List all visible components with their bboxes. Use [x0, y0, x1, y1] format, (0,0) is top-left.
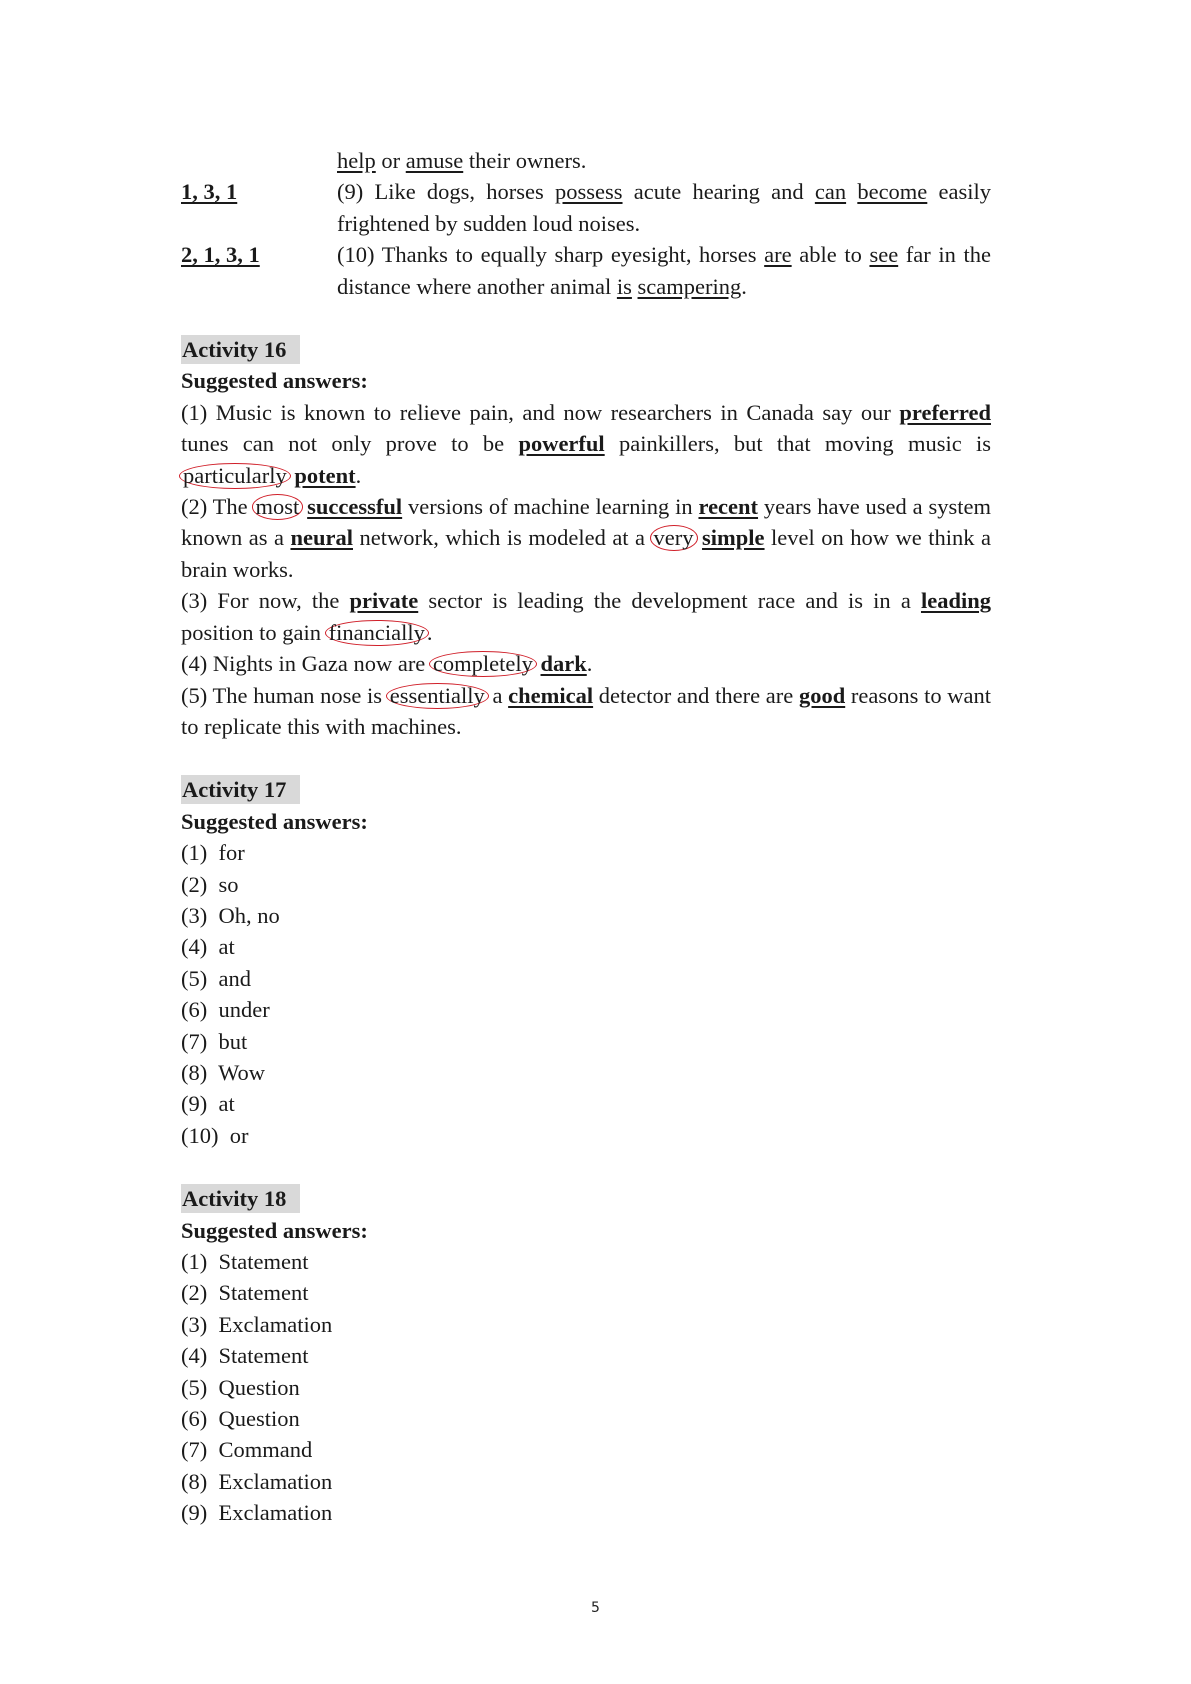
underlined-word: see [869, 242, 899, 268]
list-item: (1) Statement [181, 1249, 309, 1274]
page-content [181, 145, 991, 1529]
list-item: (7) Command [181, 1437, 313, 1463]
activity16-answer-4: (4) Nights in Gaza now are completely dark. [181, 651, 593, 677]
activity18-subheading: Suggested answers: [181, 1217, 368, 1243]
activity15-item-9: 1, 3, 1 (9) Like dogs, horses possess acute hearing and can become easily frightened by sudden loud noises. [181, 176, 991, 239]
activity15-item-10: 2, 1, 3, 1 (10) Thanks to equally sharp eyesight, horses are able to see far in the distance where another animal is scampering. [181, 239, 991, 302]
bold-underlined-word: dark [540, 651, 587, 677]
underlined-word: are [764, 242, 792, 268]
list-item: (5) Question [181, 1374, 300, 1400]
list-item: (9) Exclamation [181, 1500, 333, 1526]
list-item: (8) Exclamation [181, 1468, 333, 1494]
activity16-section [181, 333, 991, 742]
underlined-word: become [857, 179, 928, 205]
list-item: (6) under [181, 997, 270, 1023]
bold-underlined-word: recent [698, 494, 759, 520]
list-item: (6) Question [181, 1406, 300, 1432]
activity16-subheading: Suggested answers: [181, 368, 368, 394]
list-item: (2) so [181, 871, 239, 897]
bold-underlined-word: good [798, 682, 846, 708]
answer-code: 2, 1, 3, 1 [181, 242, 260, 268]
activity16-answer-5: (5) The human nose is essentially a chemical detector and there are good reasons to want to replicate this with machines. [181, 682, 991, 739]
circled-word: particularly [179, 463, 291, 489]
list-item: (4) Statement [181, 1343, 309, 1369]
circled-word: most [252, 494, 304, 520]
circled-word: financially [325, 620, 429, 646]
activity16-answer-1: (1) Music is known to relieve pain, and now researchers in Canada say our preferred tunes can not only prove to be powerful painkillers, but that moving music is particularly potent. [181, 399, 991, 488]
underlined-word: scampering [637, 273, 742, 299]
bold-underlined-word: leading [920, 588, 991, 614]
bold-underlined-word: neural [290, 525, 353, 551]
activity17-heading: Activity 17 [181, 775, 300, 804]
underlined-word: help [337, 148, 376, 173]
underlined-word: possess [555, 179, 623, 205]
underlined-word: can [814, 179, 847, 205]
activity18-section [181, 1182, 991, 1528]
page-number: 5 [591, 1600, 600, 1616]
circled-word: essentially [386, 683, 489, 709]
bold-underlined-word: powerful [518, 431, 605, 457]
bold-underlined-word: chemical [508, 682, 594, 708]
answer-code: 1, 3, 1 [181, 179, 238, 205]
activity16-heading: Activity 16 [181, 335, 300, 364]
list-item: (1) for [181, 840, 245, 866]
underlined-word: amuse [405, 148, 464, 173]
circled-word: very [650, 525, 698, 551]
activity16-answer-2: (2) The most successful versions of machine learning in recent years have used a system known as a neural network, which is modeled at a very simple level on how we think a brain works. [181, 494, 991, 582]
bold-underlined-word: simple [702, 525, 765, 551]
list-item: (8) Wow [181, 1059, 266, 1085]
bold-underlined-word: potent [294, 462, 356, 488]
activity17-subheading: Suggested answers: [181, 808, 368, 834]
list-item: (4) at [181, 934, 235, 960]
list-item: (9) at [181, 1091, 235, 1117]
list-item: (5) and [181, 965, 251, 991]
underlined-word: is [616, 273, 632, 299]
list-item: (7) but [181, 1028, 248, 1054]
list-item: (3) Oh, no [181, 902, 280, 928]
bold-underlined-word: successful [307, 494, 403, 520]
bold-underlined-word: preferred [899, 399, 991, 425]
list-item: (2) Statement [181, 1280, 309, 1306]
activity16-answer-3: (3) For now, the private sector is leading the development race and is in a leading position to gain financially. [181, 588, 991, 645]
activity18-heading: Activity 18 [181, 1184, 300, 1213]
list-item: (10) or [181, 1122, 249, 1148]
list-item: (3) Exclamation [181, 1311, 333, 1337]
activity15-line-8-end: help or amuse their owners. [337, 148, 587, 173]
bold-underlined-word: private [349, 588, 419, 614]
circled-word: completely [429, 651, 537, 677]
activity17-section [181, 773, 991, 1151]
